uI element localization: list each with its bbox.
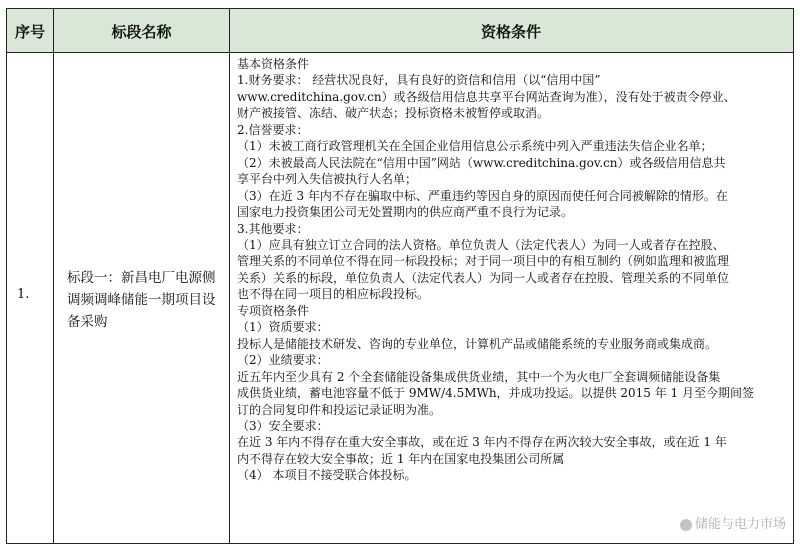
qualification-line: （3）安全要求： xyxy=(237,418,329,433)
qualification-line: 享平台中列入失信被执行人名单； xyxy=(237,172,418,187)
wechat-icon xyxy=(680,519,692,531)
qualification-line: 投标人是储能技术研发、咨询的专业单位，计算机产品或储能系统的专业服务商或集成商。 xyxy=(237,336,718,351)
qualification-table xyxy=(6,8,794,544)
header-bid-name: 标段名称 xyxy=(111,22,172,41)
qualification-line: 管理关系的不同单位不得在同一标段投标；对于同一项目中的有相互制约（例如监理和被监理 xyxy=(237,254,730,269)
qualification-line: 国家电力投资集团公司无处置期内的供应商严重不良行为记录。 xyxy=(237,205,574,220)
qualification-line: 成供货业绩，蓄电池容量不低于 9MW/4.5MWh，并成功投运。以提供 2015 年 1 月至今期间签 xyxy=(237,386,754,401)
qualification-line: （1）资质要求： xyxy=(237,320,329,335)
qualification-line: 近五年内至少具有 2 个全套储能设备集成供货业绩，其中一个为火电厂全套调频储能设备集 xyxy=(237,369,721,384)
qualification-line: （2）业绩要求： xyxy=(237,353,329,368)
qualification-line: （2）未被最高人民法院在“信用中国”网站（www.creditchina.gov.cn）或各级信用信息共 xyxy=(237,155,726,170)
watermark: 储能与电力市场 xyxy=(680,513,786,532)
qualification-line: 内不得存在较大安全事故；近 1 年内在国家电投集团公司所属 xyxy=(237,451,565,466)
qualification-line: 也不得在同一项目的相应标段投标。 xyxy=(237,287,430,302)
qualification-line: 在近 3 年内不得存在重大安全事故，或在近 3 年内不得存在两次较大安全事故，或在近 1 年 xyxy=(237,435,727,450)
header-seq: 序号 xyxy=(14,22,45,41)
qualification-line: 关系）关系的标段，单位负责人（法定代表人）为同一人或者存在控股、管理关系的不同单位 xyxy=(237,270,730,285)
qualification-line: （1）应具有独立订立合同的法人资格。单位负责人（法定代表人）为同一人或者存在控股、 xyxy=(237,237,725,252)
column-divider xyxy=(229,9,230,543)
qualification-line: 2.信誉要求： xyxy=(237,122,309,137)
qualification-line: 专项资格条件 xyxy=(237,303,310,318)
qualification-line: 1.财务要求： 经营状况良好，具有良好的资信和信用（以“信用中国” xyxy=(237,73,601,88)
row-seq: 1. xyxy=(17,287,30,302)
qualification-line: 财产被接管、冻结、破产状态；投标资格未被暂停或取消。 xyxy=(237,106,550,121)
qualification-line: （3）在近 3 年内不存在骗取中标、严重违约等因自身的原因而使任何合同被解除的情形。在 xyxy=(237,188,728,203)
row-qualification-text xyxy=(237,56,787,484)
qualification-line: 3.其他要求： xyxy=(237,221,309,236)
qualification-line: www.creditchina.gov.cn）或各级信用信息共享平台网站查询为准），没有处于被责令停业、 xyxy=(237,89,736,104)
column-divider xyxy=(53,9,54,543)
qualification-line: 订的合同复印件和投运记录证明为准。 xyxy=(237,402,442,417)
qualification-line: 基本资格条件 xyxy=(237,57,310,71)
qualification-line: （1）未被工商行政管理机关在全国企业信用信息公示系统中列入严重违法失信企业名单； xyxy=(237,139,713,154)
qualification-line: （4） 本项目不接受联合体投标。 xyxy=(237,468,417,483)
header-qualification: 资格条件 xyxy=(480,22,541,41)
row-bid-name: 标段一：新昌电厂电源侧调频调峰储能一期项目设备采购 xyxy=(67,270,216,330)
